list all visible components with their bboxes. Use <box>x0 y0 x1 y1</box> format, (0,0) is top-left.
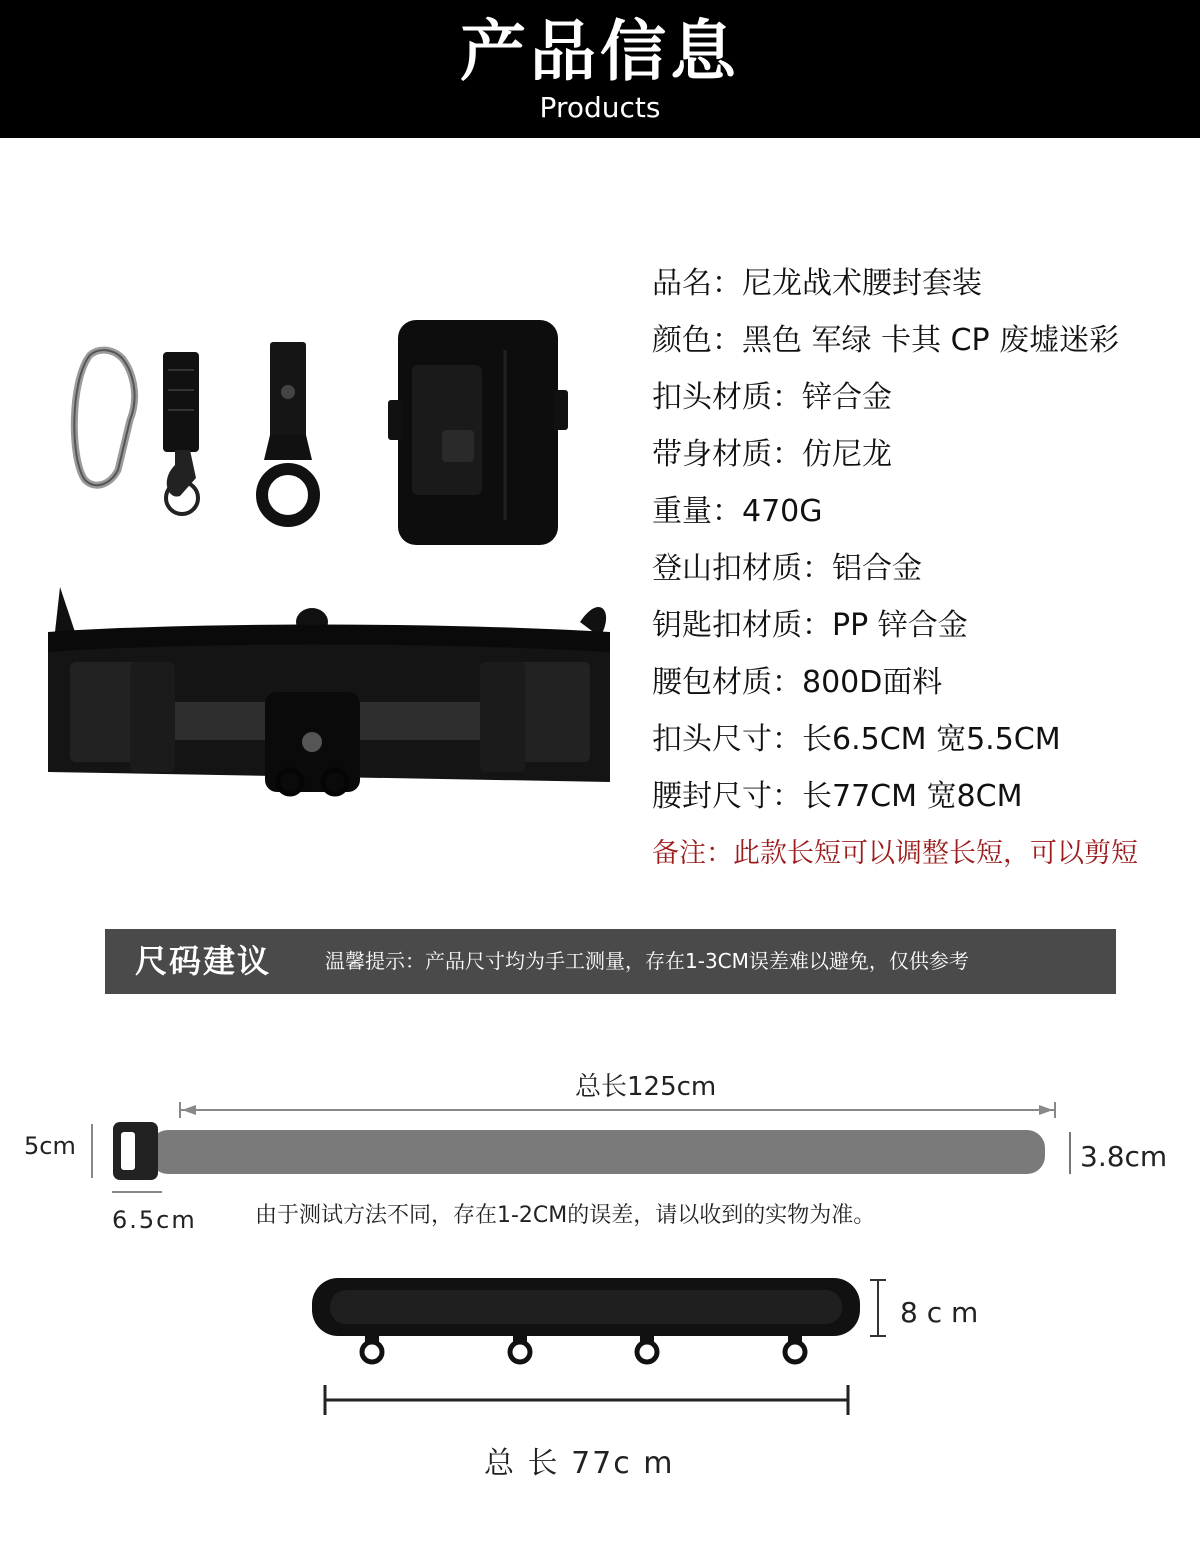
page-title: 产品信息 <box>460 13 740 90</box>
buckle-width-label: 6.5cm <box>112 1206 197 1234</box>
waist-pouch-icon <box>388 320 568 545</box>
total-length-label: 总长125cm <box>575 1072 717 1102</box>
spec-item: 带身材质：仿尼龙 <box>652 437 892 472</box>
spec-item: 重量：470G <box>652 494 823 529</box>
buckle-height-label: 5cm <box>24 1132 76 1160</box>
spec-item: 扣头材质：锌合金 <box>652 380 892 415</box>
page-subtitle: Products <box>539 91 661 124</box>
size-section-tip: 温馨提示：产品尺寸均为手工测量，存在1-3CM误差难以避免，仅供参考 <box>325 949 969 973</box>
spec-note: 备注：此款长短可以调整长短，可以剪短 <box>652 838 1138 869</box>
carabiner-icon <box>74 350 134 485</box>
spec-item: 品名：尼龙战术腰封套装 <box>652 266 982 301</box>
size-section-bar <box>105 929 1116 994</box>
spec-item: 腰封尺寸：长77CM 宽8CM <box>652 779 1023 814</box>
spec-item: 扣头尺寸：长6.5CM 宽5.5CM <box>652 722 1061 757</box>
error-note: 由于测试方法不同，存在1-2CM的误差，请以收到的实物为准。 <box>255 1203 876 1228</box>
bottle-holder-icon <box>262 342 314 521</box>
pad-length-label: 总 长 77c m <box>484 1446 675 1481</box>
strap-width-label: 3.8cm <box>1080 1140 1168 1173</box>
key-clip-icon <box>163 352 199 514</box>
spec-item: 钥匙扣材质：PP 锌合金 <box>652 608 968 643</box>
spec-item: 登山扣材质：铝合金 <box>652 551 922 586</box>
size-section-title: 尺码建议 <box>135 942 272 980</box>
header-banner <box>0 0 1200 138</box>
pad-width-label: 8 c m <box>900 1296 979 1329</box>
spec-list <box>652 258 1192 885</box>
spec-item: 腰包材质：800D面料 <box>652 665 943 700</box>
spec-item: 颜色：黑色 军绿 卡其 CP 废墟迷彩 <box>652 323 1120 358</box>
belt-photo <box>40 582 615 807</box>
pad-diagram <box>0 1270 1200 1430</box>
accessories-photo <box>50 310 590 560</box>
